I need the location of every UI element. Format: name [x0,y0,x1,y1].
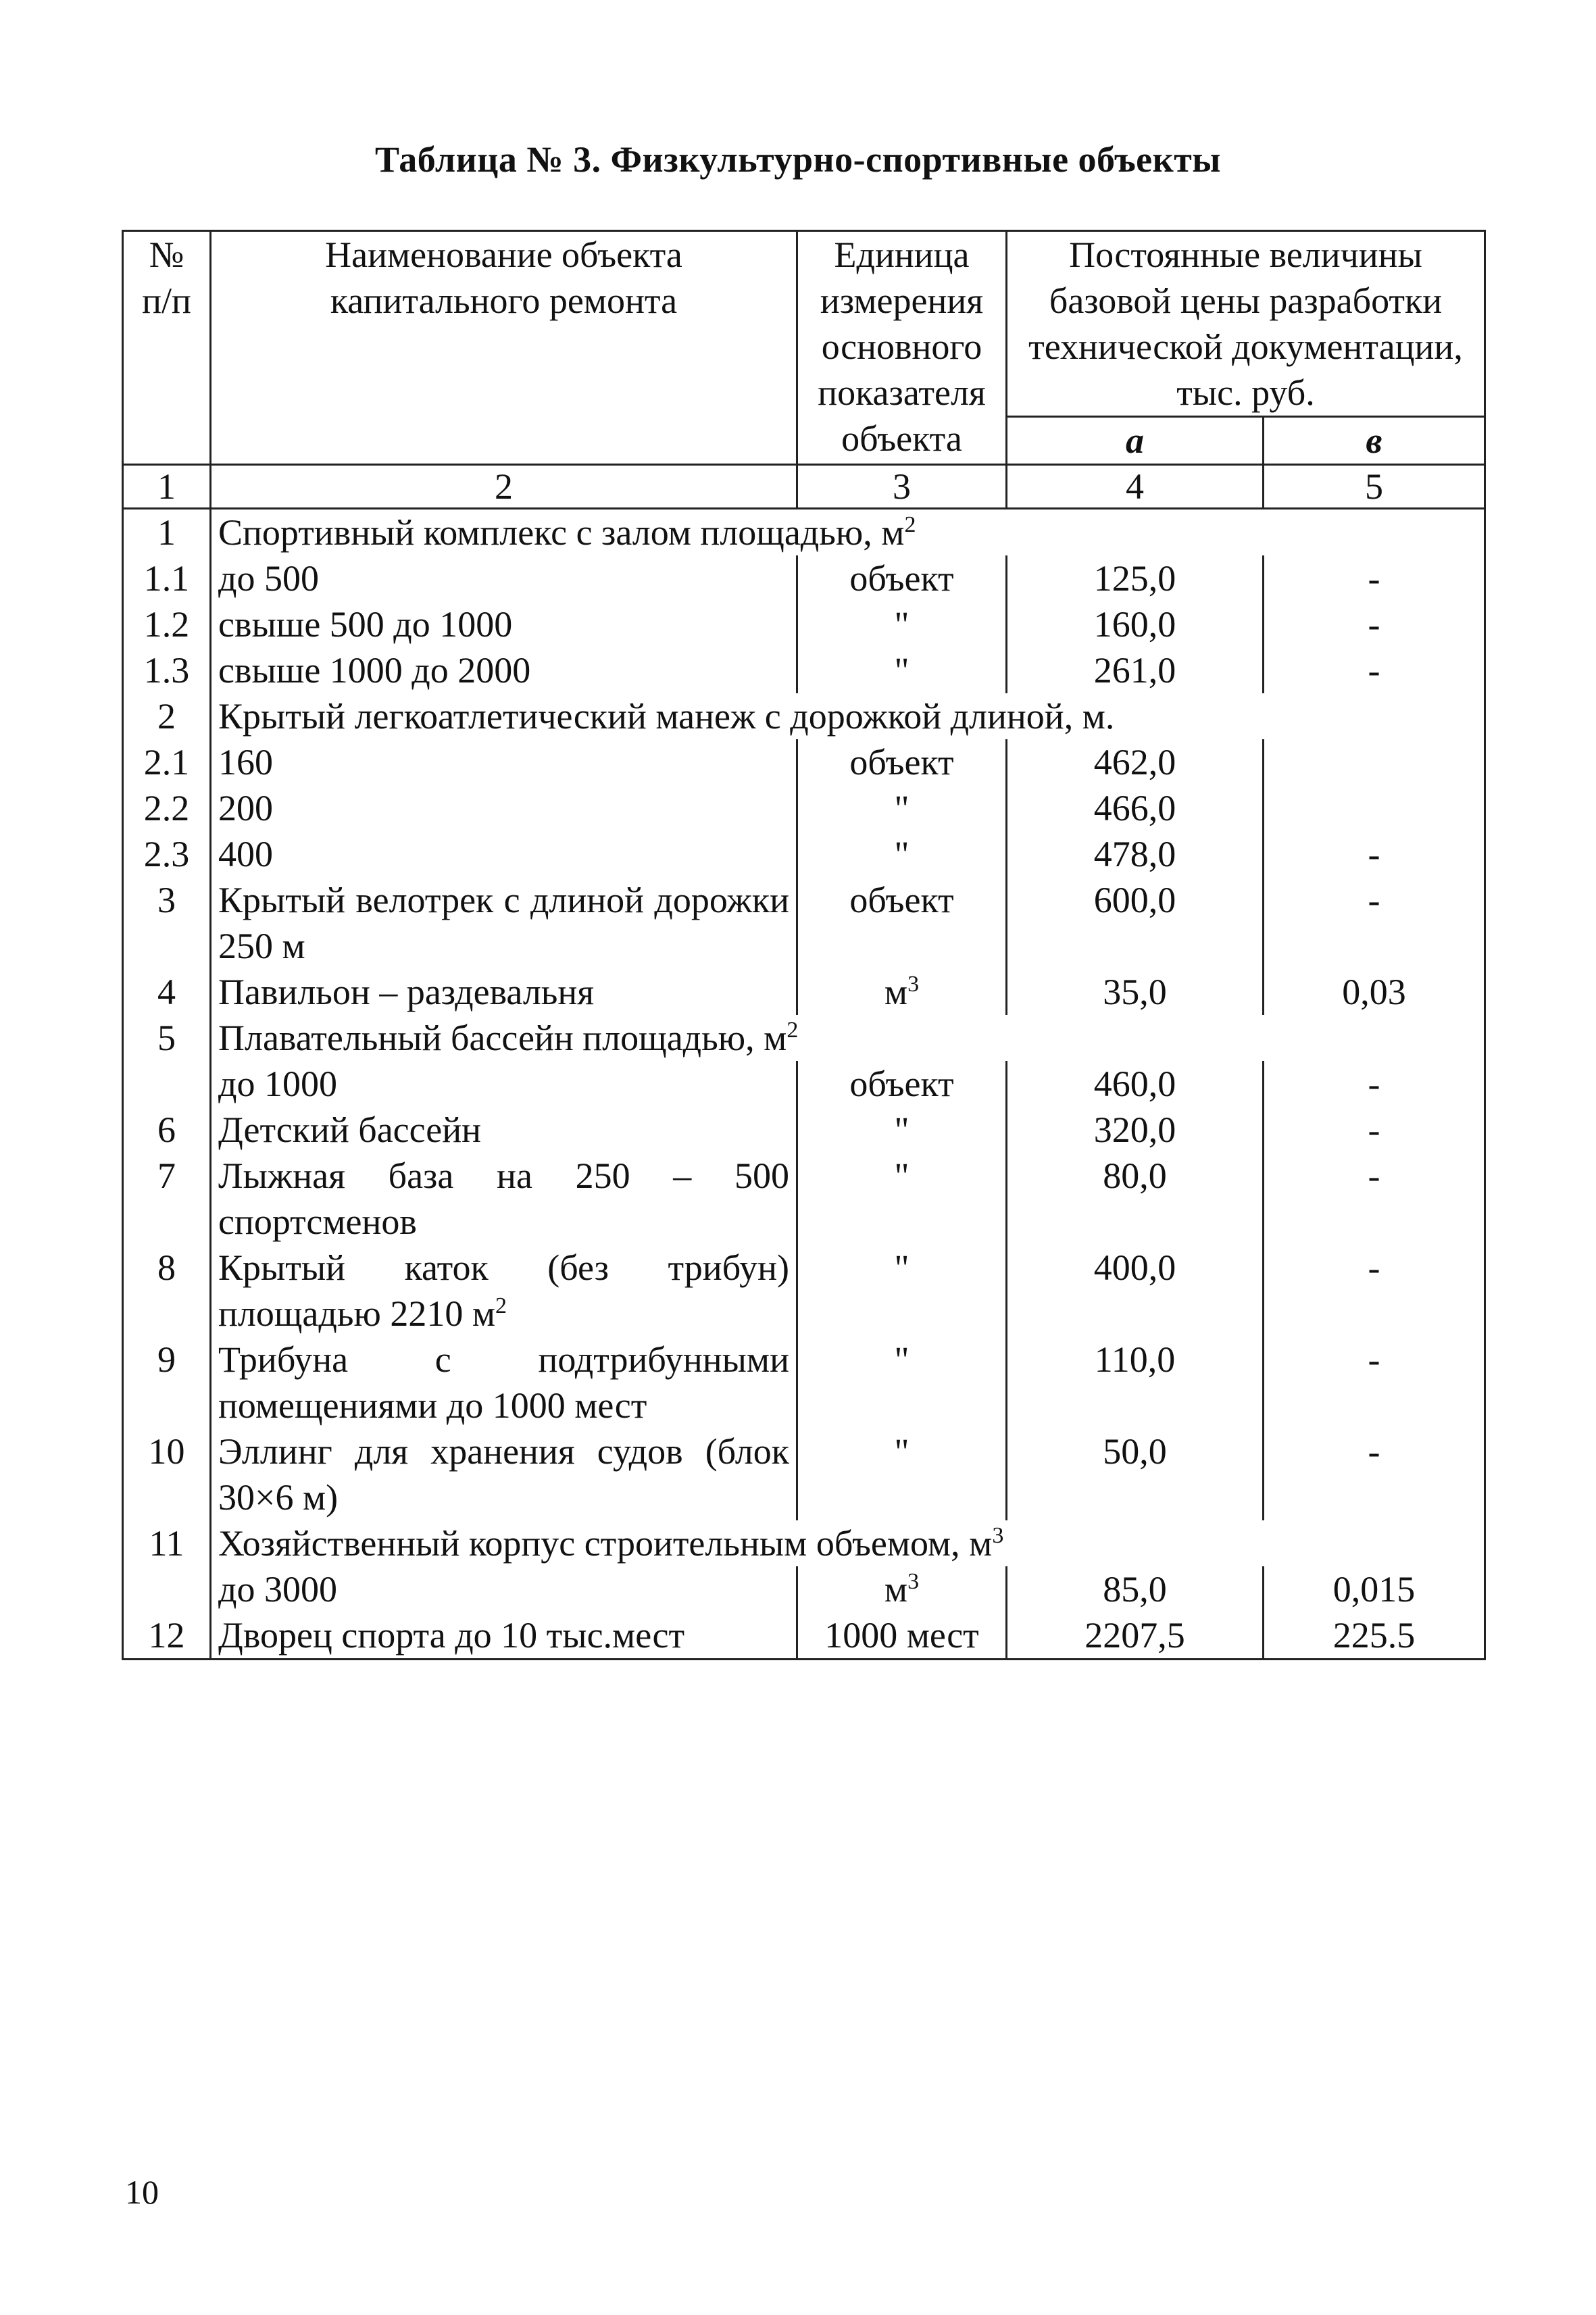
table-row [123,1428,1485,1520]
colnum-1: 1 [123,465,211,509]
row-unit-text: объект [849,558,954,599]
row-unit-text: 1000 мест [824,1615,979,1656]
row-number [123,1015,211,1061]
colnum-3: 3 [797,465,1007,509]
row-unit [797,739,1007,785]
row-value-a [1007,1566,1264,1612]
row-number [123,1566,211,1612]
row-value-a [1007,1107,1264,1153]
row-number-text: 1.3 [143,650,190,691]
row-number-text: 2.3 [143,834,190,874]
row-value-b [1264,1107,1485,1153]
row-number [123,647,211,693]
row-value-a [1007,555,1264,601]
colnum-5: 5 [1264,465,1485,509]
row-value-b-text: - [1368,834,1380,874]
table-row [123,1245,1485,1337]
row-name-text: Трибуна с подтрибунными помещениями до 1000 мест [218,1339,789,1426]
row-value-a [1007,1153,1264,1245]
row-name-text: Крытый каток (без трибун) площадью 2210 м [218,1247,789,1334]
row-number [123,1245,211,1337]
row-value-a [1007,969,1264,1015]
row-value-a [1007,1428,1264,1520]
row-name [211,555,797,601]
row-unit-text: " [894,1110,909,1150]
row-unit [797,1061,1007,1107]
row-name-text: до 1000 [218,1064,337,1104]
row-value-b [1264,647,1485,693]
row-name-text: Дворец спорта до 10 тыс.мест [218,1615,685,1656]
row-unit [797,785,1007,831]
table-row [123,1337,1485,1428]
row-value-a-text: 466,0 [1093,788,1176,828]
row-value-b-text: 0,03 [1342,972,1406,1012]
row-unit [797,601,1007,647]
row-value-b-text: - [1368,1431,1380,1472]
row-name-text: Детский бассейн [218,1110,482,1150]
row-number-text: 9 [157,1339,176,1380]
row-unit [797,1428,1007,1520]
row-number-text: 2 [157,696,176,737]
header-name: Наименование объекта капитального ремонта [211,231,797,465]
row-unit [797,1566,1007,1612]
row-number-text: 6 [157,1110,176,1150]
table-row [123,555,1485,601]
row-number [123,831,211,877]
row-section-title-text: Плавательный бассейн площадью, м [218,1018,787,1058]
row-number-text: 5 [157,1018,176,1058]
row-number [123,1612,211,1660]
row-value-a-text: 160,0 [1093,604,1176,645]
row-value-a [1007,1337,1264,1428]
row-section-title-superscript: 3 [992,1523,1004,1548]
row-value-b [1264,785,1485,831]
row-value-a-text: 50,0 [1103,1431,1167,1472]
row-number-text: 4 [157,972,176,1012]
row-unit [797,555,1007,601]
row-name [211,647,797,693]
row-value-b-text: - [1368,604,1380,645]
row-value-a-text: 478,0 [1093,834,1176,874]
row-number-text: 1 [157,512,176,553]
row-name [211,1337,797,1428]
row-unit-text: " [894,834,909,874]
row-value-a [1007,831,1264,877]
table-title: Таблица № 3. Физкультурно-спортивные объекты [375,139,1221,180]
row-unit-text: м [884,1569,908,1610]
row-value-a-text: 462,0 [1093,742,1176,782]
row-unit-text: объект [849,1064,954,1104]
row-number [123,1107,211,1153]
header-unit: Единица измерения основного показателя объекта [797,231,1007,465]
row-section-title [211,509,1485,556]
row-number-text: 2.2 [143,788,190,828]
row-number [123,785,211,831]
row-name [211,831,797,877]
row-value-a-text: 110,0 [1094,1339,1176,1380]
row-value-a [1007,1245,1264,1337]
table-row [123,1153,1485,1245]
row-number-text: 1.1 [143,558,190,599]
row-name-text: 160 [218,742,273,782]
row-number [123,1337,211,1428]
row-unit-text: " [894,604,909,645]
row-name-text: свыше 1000 до 2000 [218,650,531,691]
row-value-b-text: - [1368,1339,1380,1380]
row-name [211,1061,797,1107]
row-value-a-text: 600,0 [1093,880,1176,920]
row-name [211,1245,797,1337]
header-values: Постоянные величины базовой цены разработки технической документации, тыс. руб. [1007,231,1485,417]
row-value-b [1264,739,1485,785]
row-value-b [1264,1245,1485,1337]
row-unit-text: объект [849,880,954,920]
row-section-title [211,1520,1485,1566]
row-value-a-text: 35,0 [1103,972,1167,1012]
row-unit [797,831,1007,877]
row-unit-text: " [894,788,909,828]
row-name-text: Крытый велотрек с длиной дорожки 250 м [218,880,789,966]
row-name [211,739,797,785]
row-name [211,1153,797,1245]
row-number [123,1153,211,1245]
row-value-a-text: 2207,5 [1084,1615,1185,1656]
row-name [211,601,797,647]
row-value-b-text: - [1368,1064,1380,1104]
row-unit [797,1612,1007,1660]
table-row [123,739,1485,785]
row-name [211,1566,797,1612]
row-value-a [1007,1061,1264,1107]
row-value-b [1264,1566,1485,1612]
row-value-a [1007,1612,1264,1660]
row-value-b-text: - [1368,1110,1380,1150]
row-value-b [1264,1337,1485,1428]
row-number-text: 12 [148,1615,185,1656]
row-unit-text: объект [849,742,954,782]
table-row [123,647,1485,693]
row-value-a-text: 261,0 [1093,650,1176,691]
row-value-b [1264,601,1485,647]
table-row [123,785,1485,831]
row-value-b [1264,1428,1485,1520]
colnum-4: 4 [1007,465,1264,509]
row-unit-text: " [894,1339,909,1380]
row-value-b [1264,877,1485,969]
row-number [123,601,211,647]
table-row [123,1612,1485,1660]
row-name-text: до 3000 [218,1569,337,1610]
row-value-a-text: 80,0 [1103,1155,1167,1196]
row-value-a-text: 320,0 [1093,1110,1176,1150]
row-name [211,1612,797,1660]
row-unit-text: " [894,650,909,691]
row-section-title-text: Хозяйственный корпус строительным объемом, м [218,1523,993,1564]
row-section-title-superscript: 2 [904,512,916,537]
row-section-title-superscript: 2 [787,1018,799,1043]
row-value-b-text: 0,015 [1332,1569,1416,1610]
row-unit-superscript: 3 [907,972,920,997]
row-unit-superscript: 3 [907,1569,920,1594]
row-name-text: Эллинг для хранения судов (блок 30×6 м) [218,1431,789,1518]
row-unit-text: " [894,1431,909,1472]
row-name [211,1428,797,1520]
table-row [123,1520,1485,1566]
row-name-text: Павильон – раздевальня [218,972,595,1012]
row-section-title [211,693,1485,739]
row-value-a [1007,647,1264,693]
row-number-text: 11 [149,1523,184,1564]
row-value-a-text: 125,0 [1093,558,1176,599]
row-number [123,877,211,969]
header-b: в [1264,417,1485,465]
table-row [123,1107,1485,1153]
table-row [123,877,1485,969]
row-value-a [1007,601,1264,647]
row-unit [797,1245,1007,1337]
row-name-text: до 500 [218,558,319,599]
row-number [123,969,211,1015]
header-num: № п/п [123,231,211,465]
row-section-title-text: Спортивный комплекс с залом площадью, м [218,512,905,553]
row-name [211,1107,797,1153]
row-value-a [1007,877,1264,969]
row-unit [797,1153,1007,1245]
table-row [123,1566,1485,1612]
row-unit [797,1107,1007,1153]
row-section-title-text: Крытый легкоатлетический манеж с дорожкой длиной, м. [218,696,1115,737]
table-row [123,509,1485,556]
row-number [123,555,211,601]
row-name-text: 200 [218,788,273,828]
row-value-b [1264,969,1485,1015]
row-value-b [1264,1153,1485,1245]
row-name-text: 400 [218,834,273,874]
row-value-b-text: 225.5 [1332,1615,1416,1656]
row-number-text: 10 [148,1431,185,1472]
row-unit [797,1337,1007,1428]
row-unit-text: м [884,972,908,1012]
table-body [123,509,1485,1660]
row-number-text: 7 [157,1155,176,1196]
row-value-b [1264,831,1485,877]
row-number-text: 3 [157,880,176,920]
row-unit [797,877,1007,969]
row-value-b-text: - [1368,1247,1380,1288]
row-value-b [1264,1061,1485,1107]
row-value-a [1007,739,1264,785]
row-name-text: свыше 500 до 1000 [218,604,513,645]
row-unit [797,647,1007,693]
row-value-a-text: 460,0 [1093,1064,1176,1104]
row-unit [797,969,1007,1015]
table-row [123,969,1485,1015]
row-name [211,877,797,969]
row-name [211,969,797,1015]
row-name-superscript: 2 [495,1293,507,1318]
row-value-b-text: - [1368,650,1380,691]
row-value-b [1264,1612,1485,1660]
table-row [123,1061,1485,1107]
objects-table [122,230,1486,1660]
row-number-text: 1.2 [143,604,190,645]
row-number [123,1061,211,1107]
row-value-a-text: 85,0 [1103,1569,1167,1610]
row-value-b-text: - [1368,1155,1380,1196]
row-name [211,785,797,831]
table-row [123,601,1485,647]
row-section-title [211,1015,1485,1061]
row-number [123,509,211,556]
row-number [123,693,211,739]
table-row [123,693,1485,739]
row-unit-text: " [894,1247,909,1288]
colnum-2: 2 [211,465,797,509]
row-unit-text: " [894,1155,909,1196]
row-value-a-text: 400,0 [1093,1247,1176,1288]
row-number-text: 2.1 [143,742,190,782]
row-value-a [1007,785,1264,831]
header-a: а [1007,417,1264,465]
row-name-text: Лыжная база на 250 – 500 спортсменов [218,1155,789,1242]
row-value-b-text: - [1368,558,1380,599]
table-row [123,1015,1485,1061]
row-value-b-text: - [1368,880,1380,920]
row-number-text: 8 [157,1247,176,1288]
row-value-b [1264,555,1485,601]
page-number: 10 [125,2173,159,2211]
row-number [123,1428,211,1520]
row-number [123,739,211,785]
row-number [123,1520,211,1566]
table-row [123,831,1485,877]
